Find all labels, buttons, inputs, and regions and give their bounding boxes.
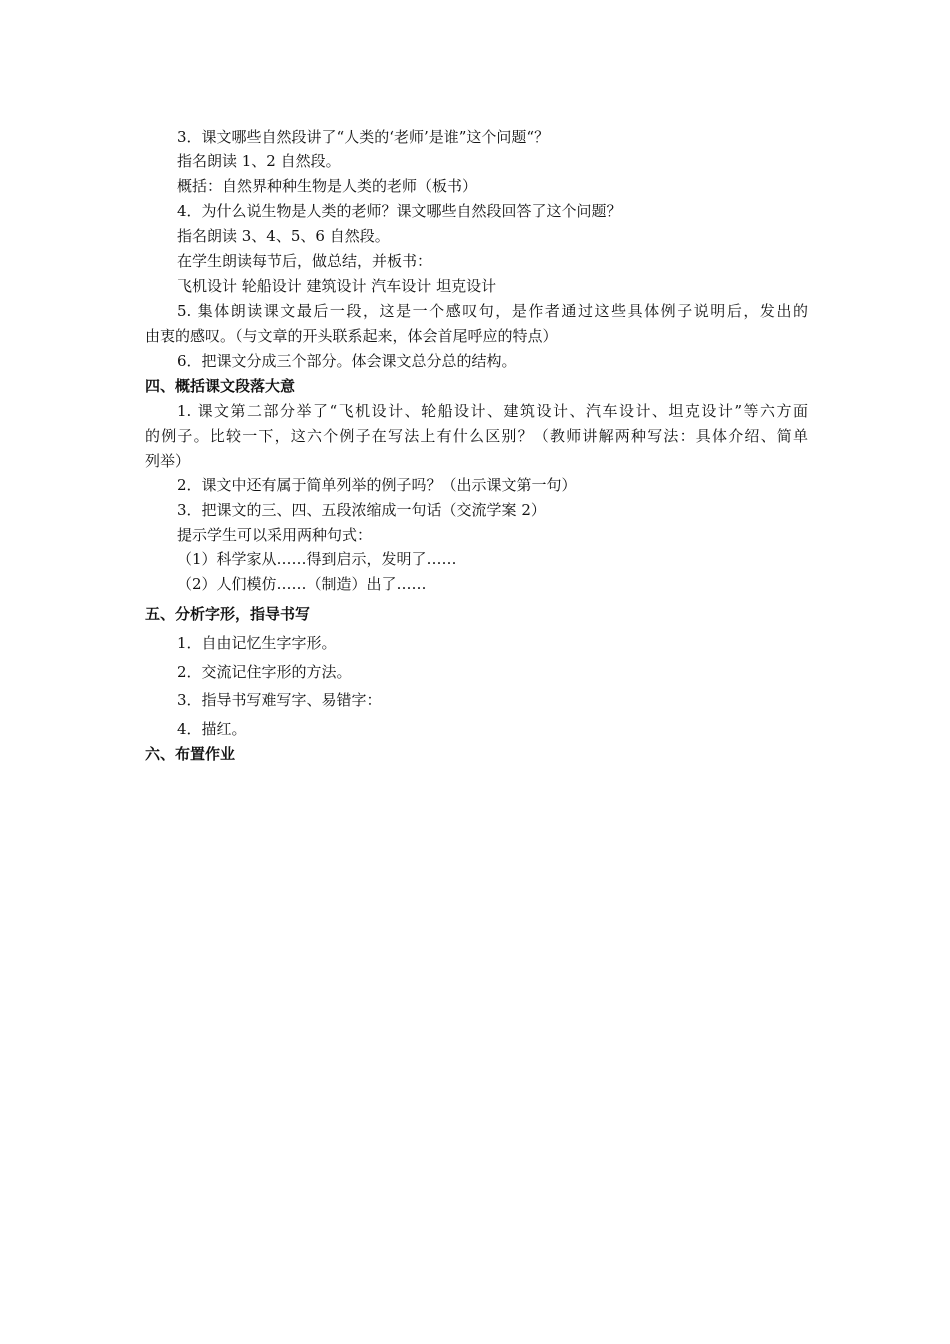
section-5-heading: 五、分析字形，指导书写: [145, 605, 311, 623]
section-4-item-3: 3．把课文的三、四、五段浓缩成一句话（交流学案 2）: [177, 501, 546, 519]
item-6: 6．把课文分成三个部分。体会课文总分总的结构。: [177, 352, 517, 370]
section-6-heading: 六、布置作业: [145, 745, 236, 763]
read-paragraphs-3-6: 指名朗读 3、4、5、6 自然段。: [177, 227, 390, 245]
item-5-line-1: 5. 集体朗读课文最后一段，这是一个感叹句，是作者通过这些具体例子说明后，发出的: [177, 302, 808, 320]
sentence-pattern-intro: 提示学生可以采用两种句式：: [177, 526, 373, 544]
item-5-line-2: 由衷的感叹。（与文章的开头联系起来，体会首尾呼应的特点）: [145, 327, 558, 345]
section-5-item-3: 3．指导书写难写字、易错字：: [177, 691, 382, 709]
section-4-item-1-line-1: 1. 课文第二部分举了“飞机设计、轮船设计、建筑设计、汽车设计、坦克设计”等六方面: [177, 402, 808, 420]
board-note-intro: 在学生朗读每节后，做总结，并板书：: [177, 252, 433, 270]
question-3: 3．课文哪些自然段讲了“人类的‘老师’是谁”这个问题“？: [177, 128, 550, 146]
sentence-pattern-2: （2）人们模仿……（制造）出了……: [177, 575, 427, 593]
summary-line: 概括：自然界种种生物是人类的老师（板书）: [177, 177, 478, 195]
section-5-item-1: 1．自由记忆生字字形。: [177, 634, 337, 652]
read-paragraphs-1-2: 指名朗读 1、2 自然段。: [177, 152, 341, 170]
design-list: 飞机设计 轮船设计 建筑设计 汽车设计 坦克设计: [177, 277, 497, 295]
sentence-pattern-1: （1）科学家从……得到启示，发明了……: [177, 550, 457, 568]
section-4-heading: 四、概括课文段落大意: [145, 377, 296, 395]
question-4: 4．为什么说生物是人类的老师？课文哪些自然段回答了这个问题？: [177, 202, 622, 220]
section-4-item-1-line-2: 的例子。比较一下，这六个例子在写法上有什么区别？（教师讲解两种写法：具体介绍、简单: [145, 427, 808, 445]
section-4-item-2: 2．课文中还有属于简单列举的例子吗？（出示课文第一句）: [177, 476, 577, 494]
section-5-item-2: 2．交流记住字形的方法。: [177, 663, 352, 681]
section-5-item-4: 4．描红。: [177, 720, 247, 738]
section-4-item-1-line-3: 列举）: [145, 452, 191, 470]
